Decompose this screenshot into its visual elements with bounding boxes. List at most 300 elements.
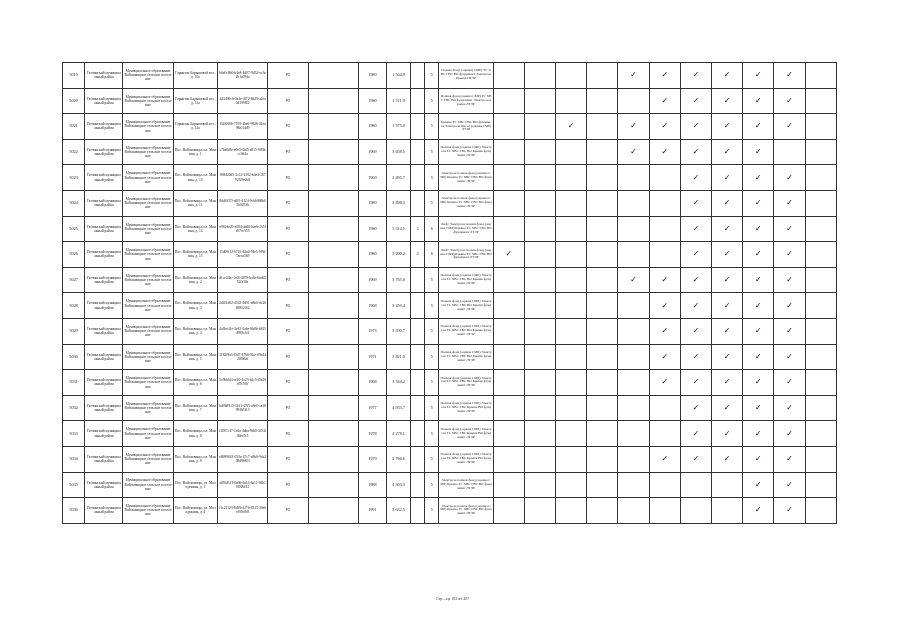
area-cell: 3 632,5: [387, 498, 411, 524]
guid-cell: 4a3be41e-2e81-4abe-8b8b-b8254958c3f4: [217, 318, 267, 344]
row-number: 5019: [63, 63, 85, 89]
ownership-cell: РО: [268, 63, 308, 89]
check-mark-icon: ✓: [774, 446, 805, 472]
table-row: [63, 242, 837, 268]
check-mark-icon: ✓: [743, 267, 774, 293]
check-mark-icon: ✓: [774, 190, 805, 216]
empty-cell: [649, 498, 680, 524]
empty-cell: [805, 498, 836, 524]
year-cell: 1968: [358, 370, 386, 396]
works-cell: Полная фонд (оценка СМР) Электроэн ТС ХВС ГВС Крыша ВО фундамент ЛТЭР: [439, 395, 493, 421]
district-cell: Гатчинский муниципальный район: [85, 344, 123, 370]
guid-cell: c7ba6f8e-e0e3-4fd5-a815-9f8fbcc9d4a: [217, 139, 267, 165]
check-mark-icon: ✓: [680, 165, 711, 191]
year-cell: 1980: [358, 88, 386, 114]
entrances-cell: 5: [425, 139, 439, 165]
works-cell: Лифт Электроэн полная фонд (оценка СМР) Крыша ТС ХВС ГВС ВО фундамент ЛТЭР: [439, 216, 493, 242]
empty-cell: [493, 165, 524, 191]
empty-cell: [649, 165, 680, 191]
check-mark-icon: ✓: [743, 395, 774, 421]
table-row: [63, 165, 837, 191]
entrances-cell: 6: [425, 242, 439, 268]
empty-cell: [493, 216, 524, 242]
check-mark-icon: ✓: [743, 498, 774, 524]
empty-cell: [587, 216, 618, 242]
guid-cell: a89fd313-0a66-4a13-8a11-9db10038ff41: [217, 472, 267, 498]
empty-cell: [805, 293, 836, 319]
year-cell: 1980: [358, 114, 386, 140]
district-cell: Гатчинский муниципальный район: [85, 88, 123, 114]
empty-cell: [649, 190, 680, 216]
guid-cell: 8dd6f37f-a8f5-4124-9c6b968b65b0253b: [217, 190, 267, 216]
row-number: 5031: [63, 370, 85, 396]
row-number: 5035: [63, 472, 85, 498]
floors-cell: [411, 293, 425, 319]
table-row: [63, 421, 837, 447]
district-cell: Гатчинский муниципальный район: [85, 190, 123, 216]
year-cell: 1969: [358, 267, 386, 293]
table-row: [63, 370, 837, 396]
empty-cell: [556, 472, 587, 498]
area-cell: 1 575,0: [387, 114, 411, 140]
check-mark-icon: ✓: [743, 216, 774, 242]
floors-cell: [411, 114, 425, 140]
floors-cell: [411, 370, 425, 396]
empty-cell: [805, 370, 836, 396]
check-mark-icon: ✓: [743, 165, 774, 191]
empty-cell: [308, 242, 358, 268]
settlement-cell: Муниципальное образование Войсковицкое сельское поселение: [123, 421, 173, 447]
district-cell: Гатчинский муниципальный район: [85, 370, 123, 396]
check-mark-icon: ✓: [743, 446, 774, 472]
empty-cell: [493, 88, 524, 114]
register-sheet: [62, 62, 837, 524]
check-mark-icon: ✓: [711, 318, 742, 344]
floors-cell: [411, 190, 425, 216]
table-row: [63, 498, 837, 524]
empty-cell: [308, 446, 358, 472]
address-cell: Пос. Войсковицы, ул. Молодежная, д. 4: [173, 498, 217, 524]
row-number: 5034: [63, 446, 85, 472]
check-mark-icon: ✓: [711, 165, 742, 191]
empty-cell: [587, 395, 618, 421]
empty-cell: [308, 114, 358, 140]
district-cell: Гатчинский муниципальный район: [85, 63, 123, 89]
ownership-cell: РО: [268, 421, 308, 447]
entrances-cell: 6: [425, 216, 439, 242]
empty-cell: [493, 421, 524, 447]
guid-cell: e8699618-053a-47c7-a8b6-9cb208d8b8f3: [217, 446, 267, 472]
check-mark-icon: ✓: [618, 139, 649, 165]
settlement-cell: Муниципальное образование Войсковицкое сельское поселение: [123, 498, 173, 524]
floors-cell: [411, 63, 425, 89]
ownership-cell: РО: [268, 216, 308, 242]
empty-cell: [649, 421, 680, 447]
area-cell: 2 498,3: [387, 190, 411, 216]
empty-cell: [618, 344, 649, 370]
check-mark-icon: ✓: [680, 216, 711, 242]
area-cell: 5 200,2: [387, 242, 411, 268]
empty-cell: [649, 216, 680, 242]
check-mark-icon: ✓: [774, 242, 805, 268]
empty-cell: [524, 293, 555, 319]
empty-cell: [618, 395, 649, 421]
address-cell: Пос. Войсковицы, пл. Манина, д. 15: [173, 242, 217, 268]
table-row: [63, 472, 837, 498]
check-mark-icon: ✓: [743, 370, 774, 396]
year-cell: 1968: [358, 293, 386, 319]
address-cell: Гарнизон Барышевой ист., д. 12а: [173, 114, 217, 140]
district-cell: Гатчинский муниципальный район: [85, 318, 123, 344]
empty-cell: [587, 165, 618, 191]
entrances-cell: 5: [425, 370, 439, 396]
works-cell: Полная фонд (оценка СМР) Электроэн ТС ХВС ГВС ВО Крыша фундамент ЛТЭР: [439, 344, 493, 370]
year-cell: 1977: [358, 395, 386, 421]
entrances-cell: 5: [425, 472, 439, 498]
check-mark-icon: ✓: [680, 114, 711, 140]
check-mark-icon: ✓: [711, 114, 742, 140]
row-number: 5028: [63, 293, 85, 319]
works-cell: Полная фонд (оценка СМР) Электроэн ТС ХВС ГВС ВО Крыша фундамент ЛТЭР: [439, 370, 493, 396]
empty-cell: [805, 63, 836, 89]
address-cell: Пос. Войсковицы, пл. Манина, д. 1: [173, 139, 217, 165]
empty-cell: [524, 63, 555, 89]
entrances-cell: 5: [425, 446, 439, 472]
empty-cell: [308, 395, 358, 421]
floors-cell: [411, 139, 425, 165]
check-mark-icon: ✓: [774, 216, 805, 242]
guid-cell: f32f060b-7195-4be6-9826-41ea98a1f4d9: [217, 114, 267, 140]
check-mark-icon: ✓: [711, 370, 742, 396]
check-mark-icon: ✓: [711, 139, 742, 165]
entrances-cell: 5: [425, 344, 439, 370]
check-mark-icon: ✓: [774, 472, 805, 498]
check-mark-icon: ✓: [711, 88, 742, 114]
empty-cell: [524, 421, 555, 447]
district-cell: Гатчинский муниципальный район: [85, 216, 123, 242]
check-mark-icon: ✓: [743, 114, 774, 140]
district-cell: Гатчинский муниципальный район: [85, 446, 123, 472]
area-cell: 2 766,6: [387, 446, 411, 472]
ownership-cell: РО: [268, 242, 308, 268]
empty-cell: [805, 318, 836, 344]
district-cell: Гатчинский муниципальный район: [85, 114, 123, 140]
floors-cell: [411, 446, 425, 472]
check-mark-icon: ✓: [711, 421, 742, 447]
works-cell: Электроэн полная фонд (оценка СМР) Крыша ТС ХВС ГВС ВО фундамент ЛТЭР: [439, 472, 493, 498]
empty-cell: [805, 472, 836, 498]
empty-cell: [587, 472, 618, 498]
empty-cell: [524, 114, 555, 140]
empty-cell: [805, 344, 836, 370]
empty-cell: [618, 370, 649, 396]
empty-cell: [618, 165, 649, 191]
check-mark-icon: ✓: [743, 293, 774, 319]
table-row: [63, 395, 837, 421]
entrances-cell: 5: [425, 114, 439, 140]
year-cell: 1973: [358, 318, 386, 344]
guid-cell: e962de20-e094-4dd0-bae6-165fe67cc953: [217, 216, 267, 242]
address-cell: Пос. Войсковицы, пл. Манина, д. 7: [173, 395, 217, 421]
row-number: 5029: [63, 318, 85, 344]
empty-cell: [308, 88, 358, 114]
address-cell: Пос. Войсковицы, пл. Манина, д. 11: [173, 190, 217, 216]
empty-cell: [587, 446, 618, 472]
entrances-cell: 5: [425, 165, 439, 191]
year-cell: 1991: [358, 498, 386, 524]
empty-cell: [493, 344, 524, 370]
address-cell: Пос. Войсковицы, пл. Манина, д. 14: [173, 216, 217, 242]
empty-cell: [805, 395, 836, 421]
empty-cell: [587, 318, 618, 344]
check-mark-icon: ✓: [680, 318, 711, 344]
district-cell: Гатчинский муниципальный район: [85, 267, 123, 293]
empty-cell: [493, 190, 524, 216]
check-mark-icon: ✓: [556, 114, 587, 140]
check-mark-icon: ✓: [680, 139, 711, 165]
settlement-cell: Муниципальное образование Войсковицкое сельское поселение: [123, 114, 173, 140]
settlement-cell: Муниципальное образование Войсковицкое сельское поселение: [123, 446, 173, 472]
empty-cell: [524, 242, 555, 268]
check-mark-icon: ✓: [680, 446, 711, 472]
empty-cell: [587, 139, 618, 165]
check-mark-icon: ✓: [649, 344, 680, 370]
check-mark-icon: ✓: [649, 63, 680, 89]
check-mark-icon: ✓: [774, 165, 805, 191]
empty-cell: [493, 267, 524, 293]
district-cell: Гатчинский муниципальный район: [85, 421, 123, 447]
page-footer: Стр—ца 183 из 407: [435, 596, 470, 601]
empty-cell: [308, 421, 358, 447]
year-cell: 1971: [358, 344, 386, 370]
empty-cell: [711, 498, 742, 524]
check-mark-icon: ✓: [774, 498, 805, 524]
table-row: [63, 88, 837, 114]
entrances-cell: 5: [425, 63, 439, 89]
check-mark-icon: ✓: [649, 293, 680, 319]
empty-cell: [805, 165, 836, 191]
row-number: 5027: [63, 267, 85, 293]
guid-cell: f5d06f12-6716-42a0-94e5-9f9d7aeca5b9: [217, 242, 267, 268]
empty-cell: [587, 370, 618, 396]
empty-cell: [556, 165, 587, 191]
guid-cell: d1ce2fbc-1e0f-4879-ba4e-6bdd552fe58e: [217, 267, 267, 293]
empty-cell: [680, 498, 711, 524]
empty-cell: [556, 242, 587, 268]
empty-cell: [524, 165, 555, 191]
check-mark-icon: ✓: [680, 370, 711, 396]
check-mark-icon: ✓: [649, 446, 680, 472]
empty-cell: [556, 370, 587, 396]
guid-cell: bd0b8915-3b13-47f5-a8e0-ca18993b5f13: [217, 395, 267, 421]
works-cell: Полная фонд (оценка СМР) ТС ХВС ГВС ВО фундамент Электроэн крыша ЛТЭР: [439, 88, 493, 114]
works-cell: Электроэн полная фонд (оценка СМР) Крыша ТС ХВС ГВС ВО фундамент ЛТЭР: [439, 498, 493, 524]
empty-cell: [524, 344, 555, 370]
table-row: [63, 344, 837, 370]
guid-cell: f2087c37-1e4a-4aba-9eb0-3f54f0dee5f3: [217, 421, 267, 447]
empty-cell: [618, 421, 649, 447]
ownership-cell: РО: [268, 88, 308, 114]
address-cell: Гарнизон Барышевой ист., д. 10а: [173, 63, 217, 89]
floors-cell: 2: [411, 216, 425, 242]
check-mark-icon: ✓: [774, 421, 805, 447]
floors-cell: [411, 395, 425, 421]
address-cell: Пос. Войсковицы, ул. Молодежная, д. 1: [173, 472, 217, 498]
district-cell: Гатчинский муниципальный район: [85, 165, 123, 191]
ownership-cell: РО: [268, 293, 308, 319]
year-cell: 1980: [358, 63, 386, 89]
entrances-cell: 5: [425, 267, 439, 293]
empty-cell: [805, 242, 836, 268]
table-row: [63, 293, 837, 319]
check-mark-icon: ✓: [680, 190, 711, 216]
empty-cell: [556, 446, 587, 472]
check-mark-icon: ✓: [743, 88, 774, 114]
guid-cell: b6e0c8b0-b4e8-4d07-9d52-ec3e2b1a05da: [217, 63, 267, 89]
empty-cell: [556, 267, 587, 293]
check-mark-icon: ✓: [680, 63, 711, 89]
address-cell: Пос. Войсковицы, пл. Манина, д. 2: [173, 267, 217, 293]
empty-cell: [524, 370, 555, 396]
district-cell: Гатчинский муниципальный район: [85, 395, 123, 421]
empty-cell: [805, 446, 836, 472]
floors-cell: [411, 267, 425, 293]
empty-cell: [587, 344, 618, 370]
ownership-cell: РО: [268, 318, 308, 344]
empty-cell: [587, 63, 618, 89]
empty-cell: [493, 63, 524, 89]
ownership-cell: РО: [268, 267, 308, 293]
floors-cell: [411, 472, 425, 498]
empty-cell: [556, 498, 587, 524]
empty-cell: [805, 88, 836, 114]
floors-cell: 2: [411, 242, 425, 268]
row-number: 5025: [63, 216, 85, 242]
area-cell: 2 495,7: [387, 165, 411, 191]
district-cell: Гатчинский муниципальный район: [85, 139, 123, 165]
empty-cell: [618, 88, 649, 114]
empty-cell: [556, 139, 587, 165]
check-mark-icon: ✓: [649, 370, 680, 396]
works-cell: Полная фонд (оценка СМР) Электроэн ТС ХВС ГВС ВО Крыша фундамент ЛТЭР: [439, 267, 493, 293]
empty-cell: [524, 395, 555, 421]
empty-cell: [680, 472, 711, 498]
empty-cell: [308, 318, 358, 344]
settlement-cell: Муниципальное образование Войсковицкое сельское поселение: [123, 165, 173, 191]
empty-cell: [308, 216, 358, 242]
check-mark-icon: ✓: [649, 114, 680, 140]
entrances-cell: 5: [425, 88, 439, 114]
check-mark-icon: ✓: [493, 242, 524, 268]
empty-cell: [308, 370, 358, 396]
empty-cell: [649, 472, 680, 498]
empty-cell: [524, 446, 555, 472]
district-cell: Гатчинский муниципальный район: [85, 293, 123, 319]
ownership-cell: РО: [268, 395, 308, 421]
guid-cell: 1182f9a3-f5d7-47b8-9fce-09e442f8b6af: [217, 344, 267, 370]
works-cell: Полная фонд (оценка СМР) Электроэн ТС ХВС ГВС ВО Крыша фундамент ЛТЭР: [439, 318, 493, 344]
year-cell: 1979: [358, 446, 386, 472]
ownership-cell: РО: [268, 446, 308, 472]
empty-cell: [556, 293, 587, 319]
ownership-cell: РО: [268, 344, 308, 370]
check-mark-icon: ✓: [743, 63, 774, 89]
ownership-cell: РО: [268, 114, 308, 140]
area-cell: 3 590,7: [387, 318, 411, 344]
settlement-cell: Муниципальное образование Войсковицкое сельское поселение: [123, 370, 173, 396]
floors-cell: [411, 165, 425, 191]
year-cell: 1980: [358, 190, 386, 216]
guid-cell: f1c22123-8d59-4276-8315-30e6e0f0c8f8: [217, 498, 267, 524]
floors-cell: [411, 318, 425, 344]
row-number: 5032: [63, 395, 85, 421]
table-row: [63, 114, 837, 140]
check-mark-icon: ✓: [774, 267, 805, 293]
ownership-cell: РО: [268, 370, 308, 396]
check-mark-icon: ✓: [649, 267, 680, 293]
entrances-cell: 5: [425, 498, 439, 524]
settlement-cell: Муниципальное образование Войсковицкое сельское поселение: [123, 88, 173, 114]
entrances-cell: 5: [425, 293, 439, 319]
settlement-cell: Муниципальное образование Войсковицкое сельское поселение: [123, 395, 173, 421]
empty-cell: [618, 293, 649, 319]
empty-cell: [524, 88, 555, 114]
floors-cell: [411, 498, 425, 524]
check-mark-icon: ✓: [711, 267, 742, 293]
empty-cell: [493, 370, 524, 396]
empty-cell: [493, 446, 524, 472]
empty-cell: [556, 344, 587, 370]
check-mark-icon: ✓: [680, 242, 711, 268]
address-cell: Пос. Войсковицы, пл. Манина, д. 10: [173, 165, 217, 191]
check-mark-icon: ✓: [743, 318, 774, 344]
address-cell: Пос. Войсковицы, пл. Манина, д. 4: [173, 318, 217, 344]
empty-cell: [308, 165, 358, 191]
address-cell: Пос. Войсковицы, пл. Манина, д. 9: [173, 446, 217, 472]
check-mark-icon: ✓: [774, 88, 805, 114]
works-cell: Электроэн полная фонд (оценка СМР) Крыша ТС ХВС ГВС ВО фундамент ЛТЭР: [439, 165, 493, 191]
settlement-cell: Муниципальное образование Войсковицкое сельское поселение: [123, 242, 173, 268]
check-mark-icon: ✓: [743, 472, 774, 498]
check-mark-icon: ✓: [743, 139, 774, 165]
entrances-cell: 5: [425, 421, 439, 447]
row-number: 5033: [63, 421, 85, 447]
empty-cell: [805, 421, 836, 447]
works-cell: Полная фонд (оценка СМР) Электроэн ТС ХВС ГВС ВО Крыша фундамент ЛТЭР: [439, 139, 493, 165]
empty-cell: [308, 63, 358, 89]
guid-cell: 5c9bb6f3-af10-4c23-b2c5-f0a29d7b7f0f: [217, 370, 267, 396]
check-mark-icon: ✓: [774, 395, 805, 421]
check-mark-icon: ✓: [680, 88, 711, 114]
empty-cell: [556, 190, 587, 216]
check-mark-icon: ✓: [618, 267, 649, 293]
address-cell: Гарнизон Барышевой ист., д. 11а: [173, 88, 217, 114]
empty-cell: [587, 190, 618, 216]
settlement-cell: Муниципальное образование Войсковицкое сельское поселение: [123, 216, 173, 242]
year-cell: 1980: [358, 242, 386, 268]
row-number: 5021: [63, 114, 85, 140]
row-number: 5024: [63, 190, 85, 216]
ownership-cell: РО: [268, 165, 308, 191]
check-mark-icon: ✓: [774, 293, 805, 319]
year-cell: 1980: [358, 216, 386, 242]
area-cell: 3 459,4: [387, 293, 411, 319]
row-number: 5036: [63, 498, 85, 524]
district-cell: Гатчинский муниципальный район: [85, 472, 123, 498]
guid-cell: 4d3496cb-0a1e-4f72-8d29-a4ea0d1998f2: [217, 88, 267, 114]
empty-cell: [618, 498, 649, 524]
empty-cell: [618, 242, 649, 268]
